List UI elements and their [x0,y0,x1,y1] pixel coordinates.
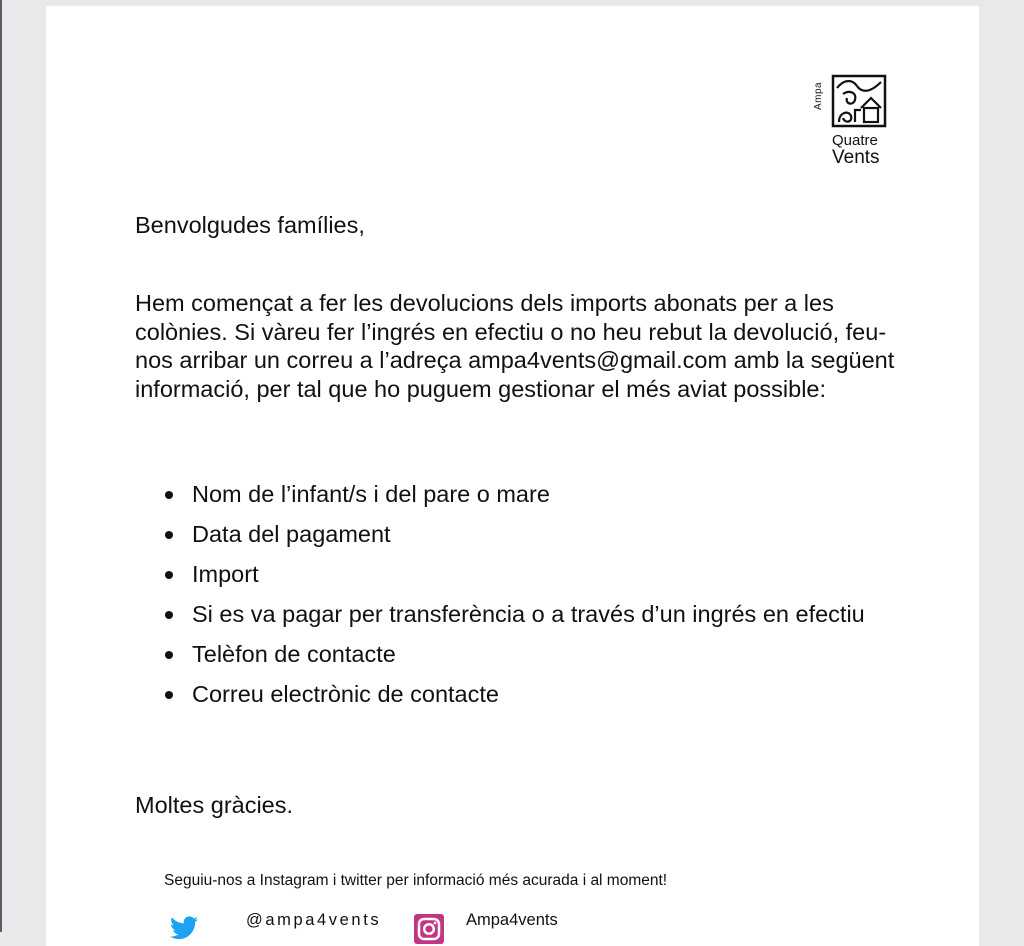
list-item-text: Import [192,561,259,587]
logo-text-quatre: Quatre [832,132,878,149]
info-list [135,480,895,720]
greeting: Benvolgudes famílies, [135,212,365,238]
list-item [135,680,895,708]
document-page [46,6,979,946]
bullet-icon [165,691,173,699]
list-item-text: Si es va pagar per transferència o a través d’un ingrés en efectiu [192,601,865,627]
list-item [135,600,895,628]
closing: Moltes gràcies. [135,792,294,818]
logo-side-text: Ampa [813,81,824,110]
body-paragraph: Hem començat a fer les devolucions dels imports abonats per a les colònies. Si vàreu fer l’ingrés en efectiu o no heu rebut la devolució, feu-nos arribar un correu a l’adreça ampa4vents@gmail.com amb la següent informació, per tal que ho puguem gestionar el més aviat possible: [135,290,895,402]
bullet-icon [165,571,173,579]
logo-text-vents: Vents [832,147,880,168]
list-item-text: Data del pagament [192,521,391,547]
ampa-logo [813,72,891,168]
twitter-icon[interactable] [170,915,198,941]
list-item [135,520,895,548]
window-edge [0,0,2,932]
list-item [135,480,895,508]
social-links [164,909,664,939]
instagram-icon[interactable] [413,913,445,945]
twitter-handle[interactable]: @ampa4vents [246,911,382,929]
list-item-text: Telèfon de contacte [192,641,396,667]
list-item [135,640,895,668]
list-item-text: Correu electrònic de contacte [192,681,499,707]
bullet-icon [165,491,173,499]
follow-text: Seguiu-nos a Instagram i twitter per informació més acurada i al moment! [164,872,668,889]
bullet-icon [165,651,173,659]
instagram-handle[interactable]: Ampa4vents [466,911,558,929]
bullet-icon [165,531,173,539]
list-item [135,560,895,588]
logo-emblem-icon [831,74,887,128]
list-item-text: Nom de l’infant/s i del pare o mare [192,481,550,507]
bullet-icon [165,611,173,619]
